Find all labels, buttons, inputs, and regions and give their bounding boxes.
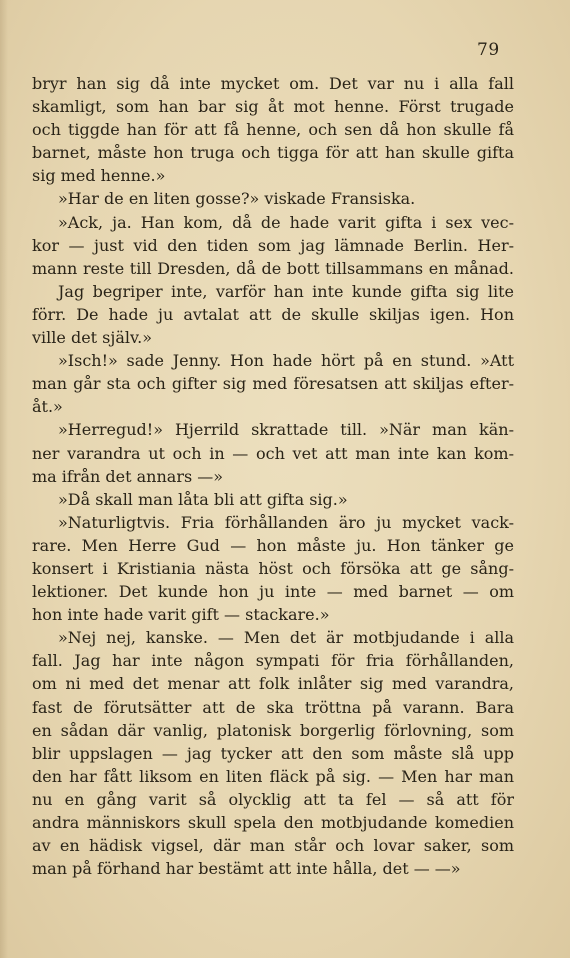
text-line: barnet, måste hon truga och tigga för att han skulle gifta [32, 143, 514, 163]
text-line: Jag begriper inte, varför han inte kunde gifta sig lite [58, 281, 514, 301]
text-line: nu en gång varit så olycklig att ta fel — så att för [32, 789, 514, 809]
text-line: förr. De hade ju avtalat att de skulle skiljas igen. Hon [32, 304, 514, 324]
text-line: »Ack, ja. Han kom, då de hade varit gifta i sex vec- [58, 212, 514, 232]
text-line: och tiggde han för att få henne, och sen då hon skulle få [32, 120, 514, 140]
text-line: åt.» [32, 397, 63, 417]
text-line: rare. Men Herre Gud — hon måste ju. Hon tänker ge [32, 535, 514, 555]
text-line: ville det själv.» [32, 328, 153, 348]
text-line: fall. Jag har inte någon sympati för fria förhållanden, [32, 651, 514, 671]
text-line: »Nej nej, kanske. — Men det är motbjudande i alla [58, 628, 514, 648]
text-line: fast de förutsätter att de ska tröttna på varann. Bara [32, 697, 514, 717]
text-line: mann reste till Dresden, då de bott tillsammans en månad. [32, 258, 514, 278]
text-line: skamligt, som han bar sig åt mot henne. Först trugade [32, 97, 514, 117]
text-line: »Naturligtvis. Fria förhållanden äro ju mycket vack- [58, 512, 514, 532]
text-line: »Då skall man låta bli att gifta sig.» [58, 489, 348, 509]
text-line: lektioner. Det kunde hon ju inte — med barnet — om [32, 582, 514, 602]
text-line: ma ifrån det annars —» [32, 466, 224, 486]
text-line: »Isch!» sade Jenny. Hon hade hört på en stund. »Att [58, 351, 514, 371]
text-line: om ni med det menar att folk inlåter sig med varandra, [32, 674, 514, 694]
text-line: »Herregud!» Hjerrild skrattade till. »När man kän- [58, 420, 514, 440]
text-line: »Har de en liten gosse?» viskade Fransiska. [58, 189, 416, 209]
text-line: sig med henne.» [32, 166, 166, 186]
body-text [32, 72, 514, 880]
text-line: av en hädisk vigsel, där man står och lovar saker, som [32, 836, 514, 856]
text-line: bryr han sig då inte mycket om. Det var nu i alla fall [32, 74, 514, 93]
text-line: ner varandra ut och in — och vet att man inte kan kom- [32, 443, 514, 463]
text-line: den har fått liksom en liten fläck på sig. — Men har man [32, 766, 514, 786]
text-line: man går sta och gifter sig med föresatsen att skiljas efter- [32, 374, 514, 394]
text-line: hon inte hade varit gift — stackare.» [32, 605, 330, 625]
text-line: man på förhand har bestämt att inte hålla, det — —» [32, 859, 461, 879]
text-line: konsert i Kristiania nästa höst och försöka att ge sång- [32, 558, 514, 578]
text-line: en sådan där vanlig, platonisk borgerlig förlovning, som [32, 720, 514, 740]
page-edge-shadow [0, 0, 8, 958]
text-line: blir uppslagen — jag tycker att den som måste slå upp [32, 743, 514, 763]
text-line: andra människors skull spela den motbjudande komedien [32, 813, 514, 832]
page-number: 79 [477, 40, 500, 60]
text-line: kor — just vid den tiden som jag lämnade Berlin. Her- [32, 235, 514, 255]
